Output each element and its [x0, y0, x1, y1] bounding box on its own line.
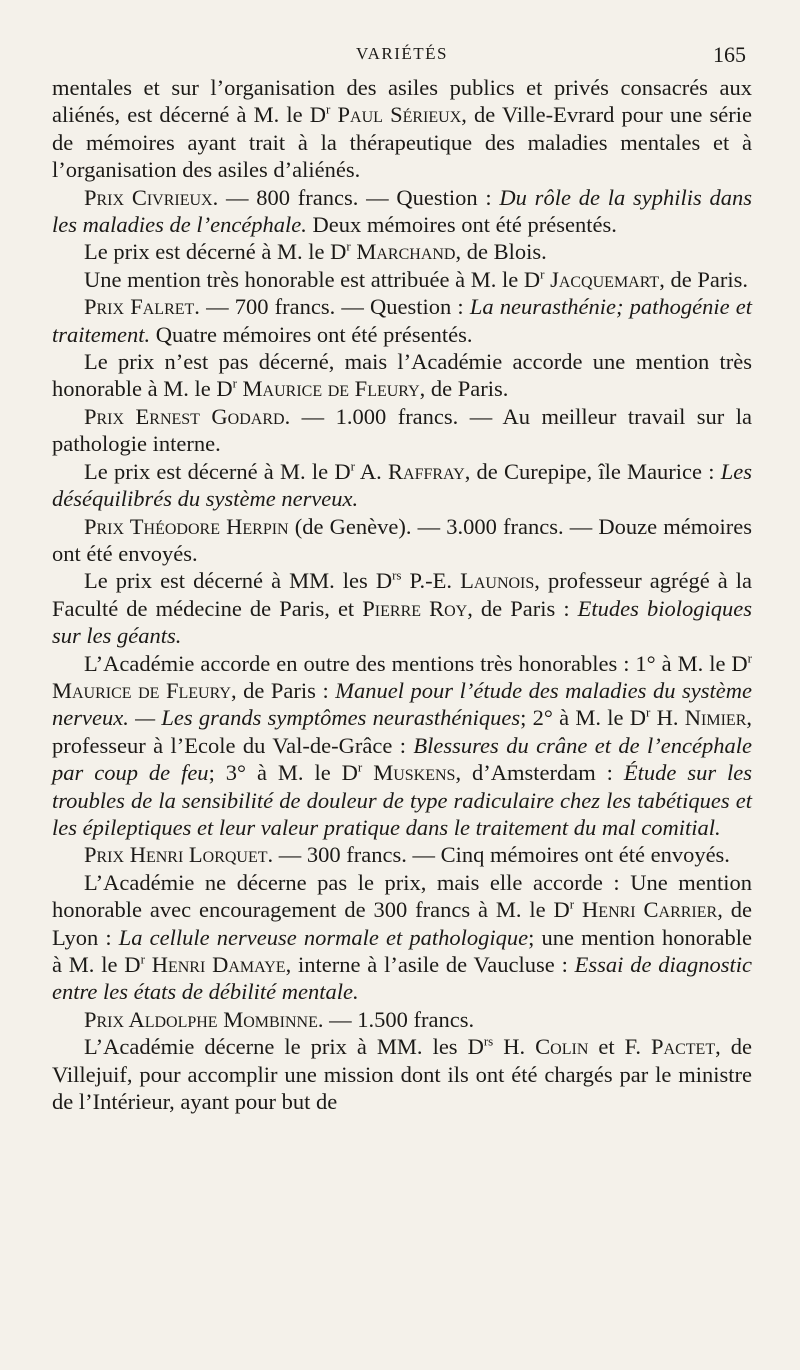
small-caps-name: Prix Civrieux: [84, 184, 213, 210]
text-run: (de Genève). — 3.000 francs. — Douze mémoires ont été envoyés.: [52, 513, 752, 566]
text-run: ; 3° à M. le D: [208, 760, 358, 786]
small-caps-name: Prix Aldolphe Mombinne: [84, 1006, 318, 1032]
text-run: , de Paris.: [659, 266, 748, 292]
running-title: VARIÉTÉS: [356, 44, 448, 63]
paragraph: [52, 458, 752, 513]
text-run: L’Académie accorde en outre des mentions très honorables : 1° à M. le D: [84, 650, 748, 676]
italic-title: Essai de diagnostic entre les états de débilité mentale.: [52, 952, 753, 1005]
text-run: . — 1.000 francs. — Au meilleur travail sur la pathologie interne.: [52, 403, 753, 457]
paragraph: [52, 1006, 752, 1033]
text-run: et F.: [588, 1034, 652, 1060]
superscript: r: [232, 375, 237, 391]
superscript: r: [569, 896, 575, 912]
paragraph: [52, 841, 752, 868]
superscript: r: [346, 238, 351, 254]
small-caps-name: Paul Sérieux: [337, 102, 462, 128]
small-caps-name: Muskens: [373, 760, 456, 786]
text-run: [145, 952, 152, 977]
text-run: . — 1.500 francs.: [317, 1006, 475, 1032]
small-caps-name: Prix Théodore Herpin: [84, 513, 289, 539]
paragraph: [52, 184, 752, 239]
paragraph: [52, 513, 752, 568]
small-caps-name: Colin: [535, 1034, 589, 1060]
paragraph: [52, 650, 752, 842]
superscript: r: [357, 759, 363, 775]
text-run: . — 800 francs. — Question :: [212, 184, 500, 210]
paragraph: [52, 74, 752, 184]
text-run: [362, 760, 373, 785]
small-caps-name: Maurice de Fleury: [52, 677, 231, 703]
superscript: r: [747, 650, 752, 666]
small-caps-name: Henri Carrier: [582, 897, 718, 923]
text-run: Deux mémoires ont été présentés.: [306, 212, 617, 238]
body-text: [52, 74, 752, 1115]
text-run: , de Curepipe, île Maurice :: [464, 458, 721, 484]
text-run: , interne à l’asile de Vaucluse :: [285, 952, 575, 977]
paragraph: [52, 348, 752, 403]
superscript: r: [326, 101, 331, 117]
small-caps-name: Nimier: [684, 705, 747, 731]
paragraph: [52, 266, 752, 293]
italic-title: Etudes biologiques sur les géants.: [52, 595, 752, 649]
small-caps-name: Henri Damaye: [151, 952, 286, 977]
text-run: [330, 102, 337, 127]
text-run: , de Blois.: [455, 239, 547, 265]
small-caps-name: Launois: [460, 568, 535, 594]
text-run: L’Académie décerne le prix à MM. les D: [84, 1034, 484, 1060]
superscript: rs: [392, 567, 402, 583]
italic-title: Manuel pour l’étude des maladies du système nerveux. — Les grands symptômes neurasthéniques: [52, 677, 752, 731]
text-run: H.: [493, 1034, 536, 1060]
text-run: Le prix est décerné à MM. les D: [84, 568, 393, 594]
text-run: , de Paris :: [230, 677, 336, 703]
text-run: ; 2° à M. le D: [520, 705, 647, 731]
small-caps-name: Prix Henri Lorquet: [84, 842, 268, 868]
text-run: , de Paris.: [419, 376, 509, 402]
italic-title: La cellule nerveuse normale et pathologique: [118, 924, 529, 950]
italic-title: Du rôle de la syphilis dans les maladies de l’encéphale.: [52, 184, 752, 238]
text-run: . — 300 francs. — Cinq mémoires ont été envoyés.: [267, 842, 730, 868]
text-run: . — 700 francs. — Question :: [194, 294, 470, 320]
paragraph: [52, 403, 752, 458]
italic-title: La neurasthénie; pathogénie et traitement.: [52, 294, 752, 347]
text-run: ; une mention honorable à M. le D: [52, 924, 752, 977]
page-number: 165: [713, 42, 746, 67]
text-run: , de Ville-Evrard pour une série de mémoires ayant trait à la thérapeutique des maladies mentales et à l’organisation des asiles d’aliénés.: [52, 102, 752, 183]
text-run: A.: [354, 458, 389, 484]
text-run: Quatre mémoires ont été présentés.: [150, 321, 473, 347]
text-run: Le prix n’est pas décerné, mais l’Académie accorde une mention très honorable à M. le D: [52, 349, 752, 402]
text-run: Le prix est décerné à M. le D: [84, 458, 351, 484]
page-header: [52, 40, 752, 74]
paragraph: [52, 869, 752, 1006]
paragraph: [52, 567, 752, 649]
superscript: r: [350, 458, 355, 474]
text-run: Une mention très honorable est attribuée à M. le D: [84, 266, 541, 292]
text-run: , professeur agrégé à la Faculté de médecine de Paris, et: [52, 568, 752, 621]
small-caps-name: Marchand: [356, 239, 456, 265]
italic-title: Les déséquilibrés du système nerveux.: [52, 458, 752, 512]
text-run: P.-E.: [401, 568, 461, 594]
superscript: rs: [483, 1033, 494, 1049]
small-caps-name: Prix Ernest Godard: [84, 403, 285, 429]
italic-title: Blessures du crâne et de l’encéphale par coup de feu: [52, 732, 752, 786]
italic-title: Étude sur les troubles de la sensibilité de douleur de type radiculaire chez les tabétiques et les épileptiques et leur valeur pratique dans le traitement du mal comitial.: [52, 760, 753, 840]
text-run: , de Villejuif, pour accomplir une mission dont ils ont été chargés par le ministre de l’Intérieur, ayant pour but de: [52, 1034, 752, 1115]
small-caps-name: Raffray: [388, 458, 465, 484]
small-caps-name: Prix Falret: [84, 294, 195, 320]
small-caps-name: Jacquemart: [550, 266, 660, 292]
superscript: r: [540, 266, 545, 282]
small-caps-name: Maurice de Fleury: [242, 376, 420, 402]
text-run: L’Académie ne décerne pas le prix, mais elle accorde : Une mention honorable avec encouragement de 300 francs à M. le D: [52, 869, 752, 923]
text-run: , de Paris :: [467, 595, 578, 621]
text-run: [574, 897, 582, 922]
paragraph: [52, 293, 752, 348]
text-run: mentales et sur l’organisation des asiles publics et privés consacrés aux aliénés, est décerné à M. le D: [52, 75, 752, 128]
text-run: , de Lyon :: [52, 897, 752, 950]
text-run: Le prix est décerné à M. le D: [84, 239, 347, 265]
text-run: , professeur à l’Ecole du Val-de-Grâce :: [52, 705, 752, 758]
paragraph: [52, 238, 752, 265]
paragraph: [52, 1033, 752, 1115]
small-caps-name: Pactet: [651, 1034, 716, 1060]
text-run: , d’Amsterdam :: [455, 760, 624, 786]
superscript: r: [646, 704, 651, 720]
superscript: r: [140, 951, 145, 967]
small-caps-name: Pierre Roy: [362, 595, 468, 621]
text-run: H.: [650, 705, 685, 731]
